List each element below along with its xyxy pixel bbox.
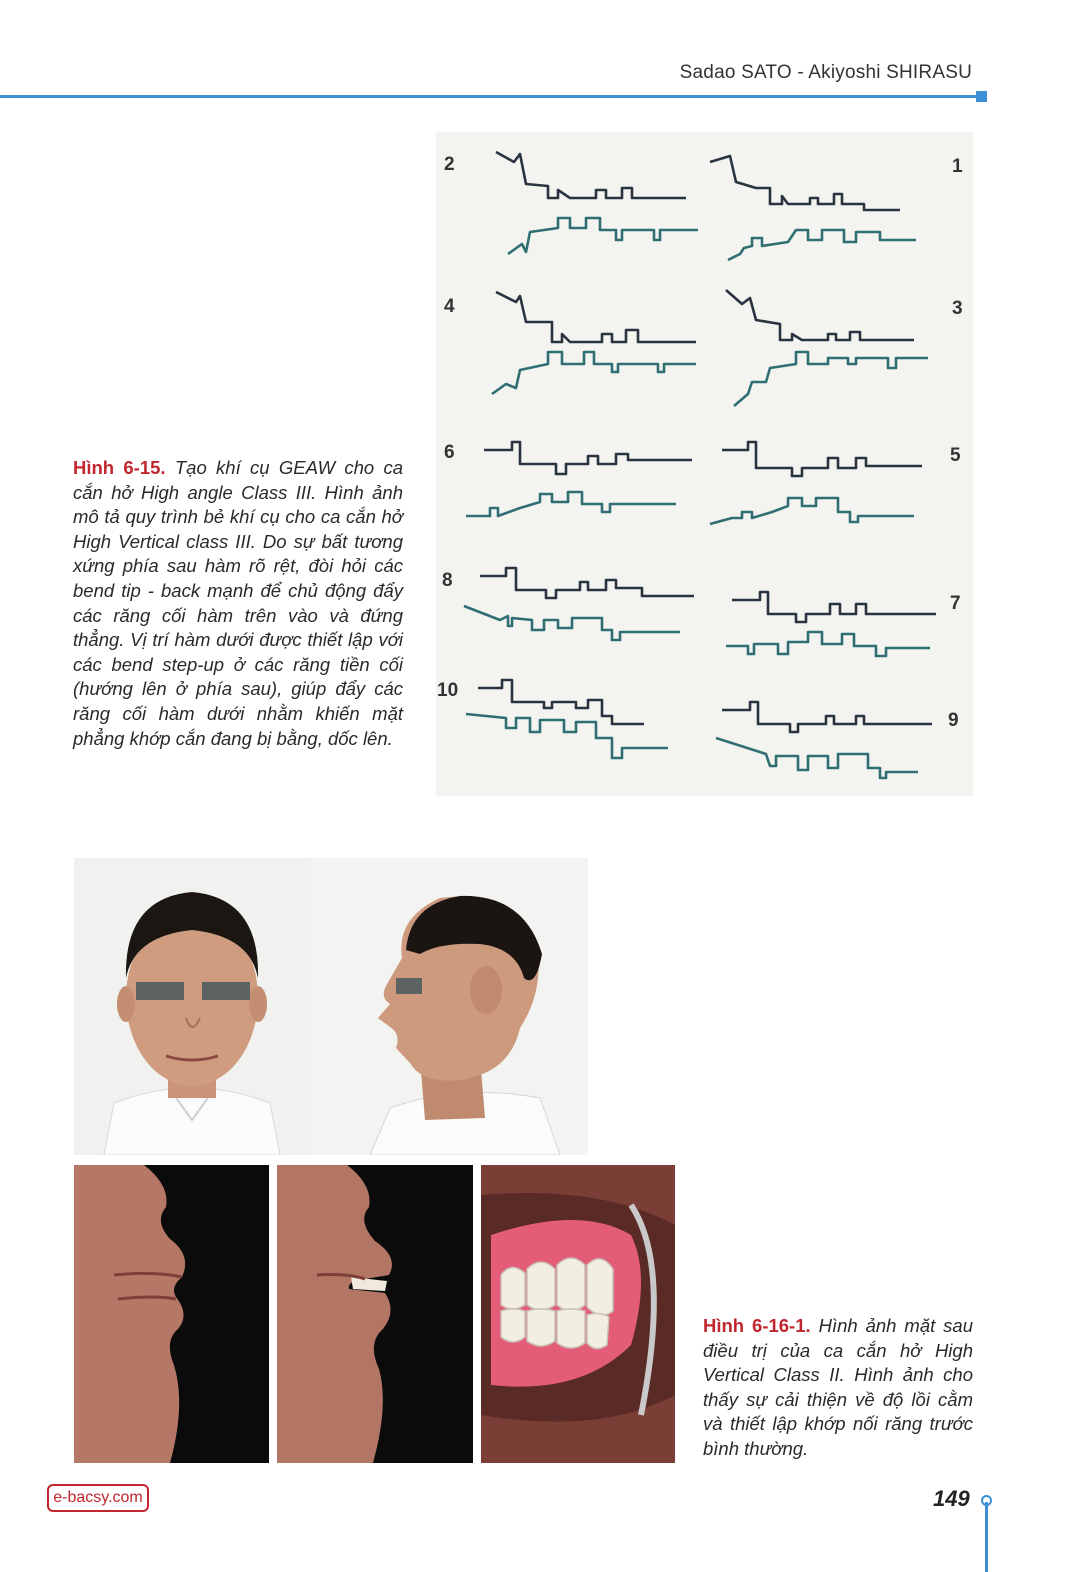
wire-8-upper (480, 568, 694, 598)
step-number-8: 8 (442, 570, 453, 591)
figure-6-15-caption-text: Tạo khí cụ GEAW cho ca cắn hở High angle Class III. Hình ảnh mô tả quy trình bẻ khí cụ cho ca cắn hở High Vertical class III. Do sự bất tương xứng phía sau hàm rõ rệt, đòi hỏi các bend tip - back mạnh để chủ động đẩy các răng cối hàm trên vào và đứng thẳng. Vị trí hàm dưới được thiết lập với các bend step-up ở các răng tiền cối (hướng lên ở phía sau), giúp đẩy các răng cối hàm dưới nhằm khiến mặt phẳng khớp cắn đang bị bằng, dốc lên. (73, 457, 403, 749)
figure-6-16-1-caption (703, 1314, 973, 1462)
wire-9-upper (722, 702, 932, 732)
step-number-4: 4 (444, 296, 455, 317)
wire-7-upper (732, 592, 936, 622)
wire-2-upper (496, 152, 686, 198)
running-header-author: Sadao SATO - Akiyoshi SHIRASU (679, 62, 972, 83)
wire-6-lower (466, 492, 676, 516)
wire-5-lower (710, 498, 914, 524)
wire-3-lower (734, 352, 928, 406)
lip-profile-illustration-2 (277, 1165, 473, 1463)
intraoral-occlusion-photo (481, 1165, 675, 1463)
step-number-5: 5 (950, 445, 961, 466)
figure-6-15-label: Hình 6-15. (73, 457, 166, 478)
eye-mask-left (136, 982, 184, 1000)
page-number: 149 (933, 1486, 970, 1511)
intraoral-occlusion-illustration (481, 1165, 675, 1463)
wire-4-lower (492, 352, 696, 394)
step-number-10: 10 (437, 680, 459, 701)
frontal-face-illustration (74, 858, 310, 1155)
figure-6-16-1-caption-text: Hình ảnh mặt sau điều trị của ca cắn hở High Vertical Class II. Hình ảnh cho thấy sự cải thiện về độ lồi cằm và thiết lập khớp nối răng trước bình thường. (703, 1315, 974, 1459)
eye-mask-right (202, 982, 250, 1000)
lip-profile-photo-2 (277, 1165, 473, 1463)
header-divider (0, 95, 984, 98)
figure-6-15-caption (73, 456, 403, 751)
wire-6-upper (484, 442, 692, 474)
figure-6-16-1-label: Hình 6-16-1. (703, 1315, 811, 1336)
profile-face-photo (310, 858, 588, 1155)
wire-3-upper (726, 290, 914, 340)
step-number-1: 1 (952, 156, 963, 177)
step-number-7: 7 (950, 593, 961, 614)
step-number-2: 2 (444, 154, 455, 175)
footer-vertical-rule (985, 1502, 988, 1572)
lip-profile-photo-1 (74, 1165, 269, 1463)
step-number-6: 6 (444, 442, 455, 463)
site-badge: e-bacsy.com (47, 1484, 149, 1512)
wire-1-lower (728, 230, 916, 260)
step-number-3: 3 (952, 298, 963, 319)
header-divider-end-square (976, 91, 987, 102)
wire-5-upper (722, 442, 922, 476)
lip-profile-illustration-1 (74, 1165, 269, 1463)
wire-7-lower (726, 632, 930, 656)
wire-bending-diagram (436, 132, 973, 796)
wire-2-lower (508, 218, 698, 254)
wire-bending-svg (436, 132, 973, 796)
step-number-9: 9 (948, 710, 959, 731)
frontal-face-photo (74, 858, 310, 1155)
wire-8-lower (464, 606, 680, 640)
eye-mask-profile (396, 978, 422, 994)
wire-10-lower (466, 714, 668, 758)
wire-4-upper (496, 292, 696, 342)
wire-9-lower (716, 738, 918, 778)
profile-face-illustration (310, 858, 588, 1155)
wire-1-upper (710, 156, 900, 210)
